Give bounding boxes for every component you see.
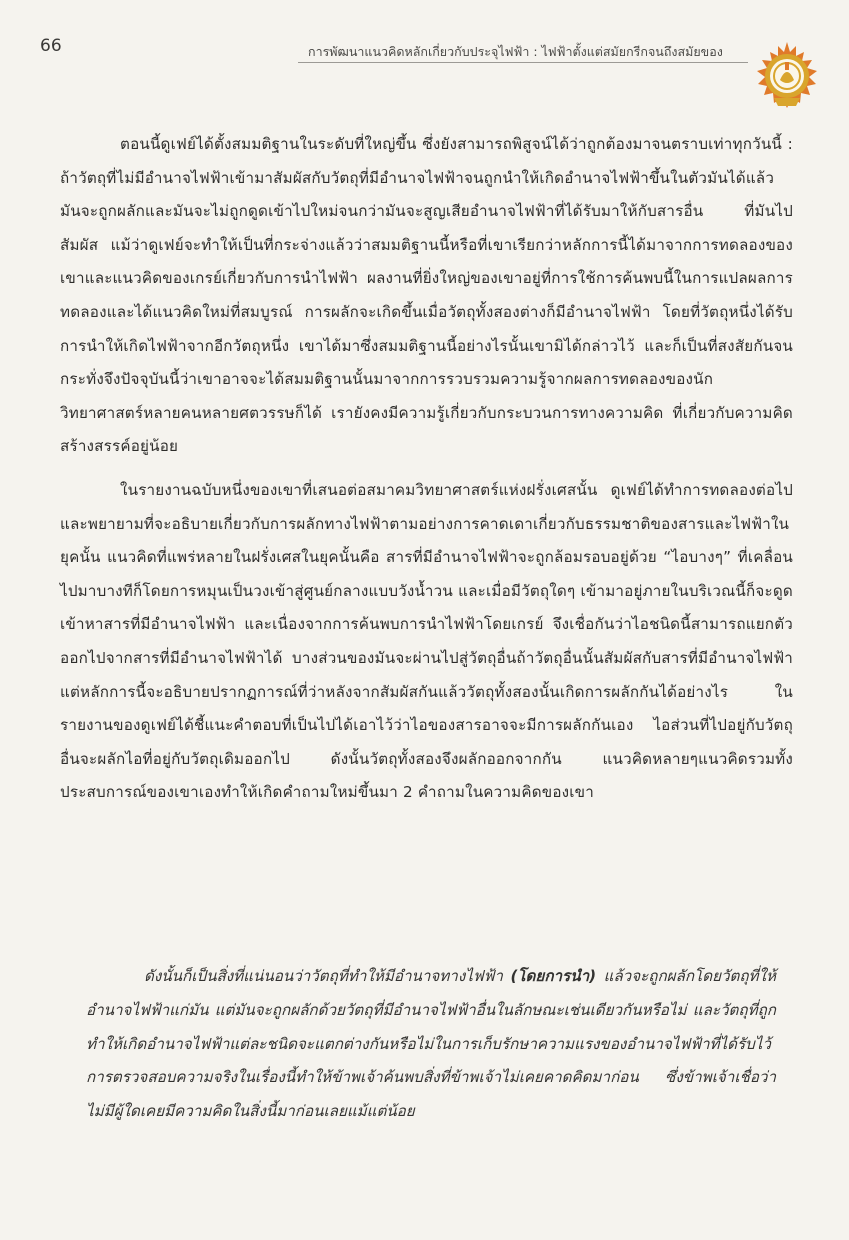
quote-text: แล้วจะถูกผลักโดยวัตถุที่ให้อำนาจไฟฟ้าแก่มัน แต่มันจะถูกผลักด้วยวัตถุที่มีอำนาจไฟฟ้าอื่นในลักษณะเช่นเดียวกันหรือไม่ และวัตถุที่ถูกทำให้เกิดอำนาจไฟฟ้าแต่ละชนิดจะแตกต่างกันหรือไม่ในการเก็บรักษาความแรงของอำนาจไฟฟ้าที่ได้รับไว้ การตรวจสอบความจริงในเรื่องนี้ทำให้ข้าพเจ้าค้นพบสิ่งที่ข้าพเจ้าไม่เคยคาดคิดมาก่อน ซึ่งข้าพเจ้าเชื่อว่าไม่มีผู้ใดเคยมีความคิดในสิ่งนี้มาก่อนเลยแม้แต่น้อย [86,967,776,1121]
paragraph: ตอนนี้ดูเฟย์ได้ตั้งสมมติฐานในระดับที่ใหญ่ขึ้น ซึ่งยังสามารถพิสูจน์ได้ว่าถูกต้องมาจนตราบเท่าทุกวันนี้ : ถ้าวัตถุที่ไม่มีอำนาจไฟฟ้าเข้ามาสัมผัสกับวัตถุที่มีอำนาจไฟฟ้าจนถูกนำให้เกิดอำนาจไฟฟ้าขึ้นในตัวมันได้แล้ว มันจะถูกผลักและมันจะไม่ถูกดูดเข้าไปใหม่จนกว่ามันจะสูญเสียอำนาจไฟฟ้าที่ได้รับมาให้กับสารอื่น ที่มันไปสัมผัส แม้ว่าดูเฟย์จะทำให้เป็นที่กระจ่างแล้วว่าสมมติฐานนี้หรือที่เขาเรียกว่าหลักการนี้ได้มาจากการทดลองของเขาและแนวคิดของเกรย์เกี่ยวกับการนำไฟฟ้า ผลงานที่ยิ่งใหญ่ของเขาอยู่ที่การใช้การค้นพบนี้ในการแปลผลการทดลองและได้แนวคิดใหม่ที่สมบูรณ์ การผลักจะเกิดขึ้นเมื่อวัตถุทั้งสองต่างก็มีอำนาจไฟฟ้า โดยที่วัตถุหนึ่งได้รับการนำให้เกิดไฟฟ้าจากอีกวัตถุหนึ่ง เขาได้มาซึ่งสมมติฐานนี้อย่างไรนั้นเขามิได้กล่าวไว้ และก็เป็นที่สงสัยกันจนกระทั่งจึงปัจจุบันนี้ว่าเขาอาจจะได้สมมติฐานนั้นมาจากการรวบรวมความรู้จากผลการทดลองของนักวิทยาศาสตร์หลายคนหลายศตวรรษก็ได้ เรายังคงมีความรู้เกี่ยวกับกระบวนการทางความคิด ที่เกี่ยวกับความคิดสร้างสรรค์อยู่น้อย [60,135,793,456]
running-header: การพัฒนาแนวคิดหลักเกี่ยวกับประจุไฟฟ้า : ไฟฟ้าตั้งแต่สมัยกรีกจนถึงสมัยของ [308,44,723,59]
header-rule [298,62,748,63]
page-number: 66 [40,36,62,56]
quote-text: ดังนั้นก็เป็นสิ่งที่แน่นอนว่าวัตถุที่ทำให้มีอำนาจทางไฟฟ้า [144,967,511,985]
paragraph: ในรายงานฉบับหนึ่งของเขาที่เสนอต่อสมาคมวิทยาศาสตร์แห่งฝรั่งเศสนั้น ดูเฟย์ได้ทำการทดลองต่อไปและพยายามที่จะอธิบายเกี่ยวกับการผลักทางไฟฟ้าตามอย่างการคาดเดาเกี่ยวกับธรรมชาติของสารและไฟฟ้าในยุคนั้น แนวคิดที่แพร่หลายในฝรั่งเศสในยุคนั้นคือ สารที่มีอำนาจไฟฟ้าจะถูกล้อมรอบอยู่ด้วย “ไอบางๆ” ที่เคลื่อนไปมาบางทีก็โดยการหมุนเป็นวงเข้าสู่ศูนย์กลางแบบวังน้ำวน และเมื่อมีวัตถุใดๆ เข้ามาอยู่ภายในบริเวณนี้ก็จะดูดเข้าหาสารที่มีอำนาจไฟฟ้า และเนื่องจากการค้นพบการนำไฟฟ้าโดยเกรย์ จึงเชื่อกันว่าไอชนิดนี้สามารถแยกตัวออกไปจากสารที่มีอำนาจไฟฟ้าได้ บางส่วนของมันจะผ่านไปสู่วัตถุอื่นถ้าวัตถุอื่นนั้นสัมผัสกับสารที่มีอำนาจไฟฟ้า แต่หลักการนี้จะอธิบายปรากฏการณ์ที่ว่าหลังจากสัมผัสกันแล้ววัตถุทั้งสองนั้นเกิดการผลักกันได้อย่างไร ในรายงานของดูเฟย์ได้ชี้แนะคำตอบที่เป็นไปได้เอาไว้ว่าไอของสารอาจจะมีการผลักกันเอง ไอส่วนที่ไปอยู่กับวัตถุอื่นจะผลักไอที่อยู่กับวัตถุเดิมออกไป ดังนั้นวัตถุทั้งสองจึงผลักออกจากกัน แนวคิดหลายๆแนวคิดรวมทั้งประสบการณ์ของเขาเองทำให้เกิดคำถามใหม่ขึ้นมา 2 คำถามในความคิดของเขา [60,480,793,802]
body-text [60,128,793,810]
quote-emphasis: (โดยการนำ) [510,967,597,985]
quote-paragraph [86,960,776,1129]
royal-university-emblem-icon [752,40,822,112]
block-quote [86,960,776,1129]
